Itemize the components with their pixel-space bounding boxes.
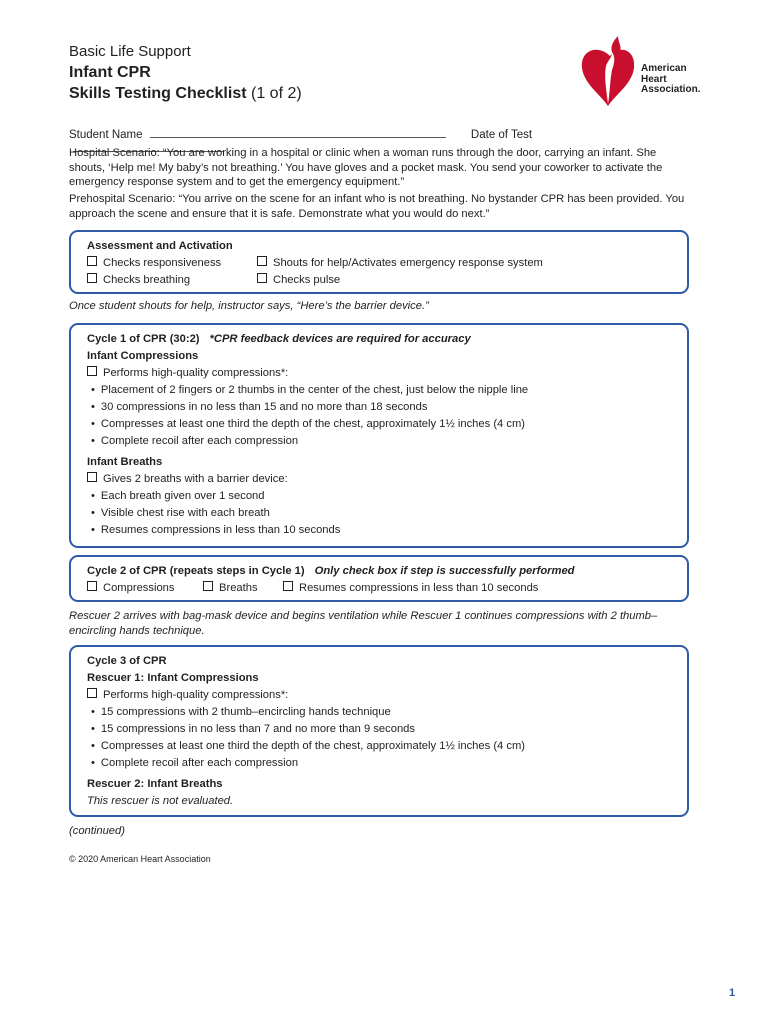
cycle3-r2-note: This rescuer is not evaluated. bbox=[87, 795, 234, 807]
aha-logo-text bbox=[641, 64, 700, 96]
cycle1-compressions-heading: Infant Compressions bbox=[87, 350, 199, 362]
check-item: Performs high-quality compressions*: bbox=[103, 367, 289, 379]
student-name-line[interactable] bbox=[150, 127, 446, 138]
continued-label: (continued) bbox=[69, 825, 125, 837]
list-item: • Complete recoil after each compression bbox=[87, 755, 525, 772]
list-item: • Each breath given over 1 second bbox=[87, 488, 528, 505]
checkbox[interactable] bbox=[87, 581, 97, 591]
page-title: Infant CPR bbox=[69, 64, 151, 81]
checkbox[interactable] bbox=[203, 581, 213, 591]
assessment-heading: Assessment and Activation bbox=[87, 240, 233, 252]
cycle2-content bbox=[87, 563, 575, 597]
check-item: Compressions bbox=[103, 582, 175, 594]
hospital-scenario: Hospital Scenario: “You are working in a hospital or clinic when a woman runs through the door, carrying an infant. She shouts, ‘Help me! My baby’s not breathing.’ You have gloves and a pocket mask. You send your coworker to activate the emergency response system and to get the emergency equipment.” bbox=[69, 147, 663, 188]
checkbox[interactable] bbox=[87, 472, 97, 482]
logo-line-3: Association. bbox=[641, 84, 701, 95]
cycle3-r2-heading: Rescuer 2: Infant Breaths bbox=[87, 778, 223, 790]
list-item: • 30 compressions in no less than 15 and no more than 18 seconds bbox=[87, 399, 528, 416]
check-item: Checks responsiveness bbox=[103, 257, 222, 269]
cycle1-box bbox=[69, 323, 689, 548]
checkbox[interactable] bbox=[87, 688, 97, 698]
check-item: Shouts for help/Activates emergency response system bbox=[273, 257, 543, 269]
cycle3-r1-heading: Rescuer 1: Infant Compressions bbox=[87, 672, 259, 684]
rescuer2-note: Rescuer 2 arrives with bag-mask device and begins ventilation while Rescuer 1 continues compressions with 2 thumb–encircling hands technique. bbox=[69, 610, 658, 637]
cycle3-box bbox=[69, 645, 689, 817]
assessment-row-1 bbox=[87, 255, 543, 272]
student-name-label: Student Name bbox=[69, 129, 143, 141]
date-of-test-label: Date of Test bbox=[470, 129, 533, 141]
logo-line-1: American bbox=[641, 63, 687, 74]
assessment-box bbox=[69, 230, 689, 294]
cycle2-heading: Cycle 2 of CPR (repeats steps in Cycle 1) bbox=[87, 565, 305, 577]
subtitle-suffix: (1 of 2) bbox=[246, 85, 302, 102]
checkbox[interactable] bbox=[87, 273, 97, 283]
list-item: • Compresses at least one third the depth of the chest, approximately 1½ inches (4 cm) bbox=[87, 416, 528, 433]
list-item: • Resumes compressions in less than 10 seconds bbox=[87, 522, 528, 539]
assessment-row-2 bbox=[87, 272, 543, 289]
cycle3-content bbox=[87, 653, 525, 810]
cycle3-heading: Cycle 3 of CPR bbox=[87, 655, 167, 667]
check-item: Resumes compressions in less than 10 seconds bbox=[299, 582, 539, 594]
checkbox[interactable] bbox=[87, 366, 97, 376]
prehospital-scenario: Prehospital Scenario: “You arrive on the scene for an infant who is not breathing. No bystander CPR has been provided. You approach the scene and ensure that it is safe. Demonstrate what you would do next.” bbox=[69, 193, 685, 220]
copyright: © 2020 American Heart Association bbox=[69, 854, 211, 864]
checkbox[interactable] bbox=[257, 256, 267, 266]
assessment-content bbox=[87, 238, 543, 289]
checkbox[interactable] bbox=[257, 273, 267, 283]
check-item: Performs high-quality compressions*: bbox=[103, 689, 289, 701]
instructor-note: Once student shouts for help, instructor says, “Here’s the barrier device.” bbox=[69, 300, 429, 312]
cycle1-content bbox=[87, 331, 528, 539]
checkbox[interactable] bbox=[283, 581, 293, 591]
cycle1-heading: Cycle 1 of CPR (30:2) bbox=[87, 333, 200, 345]
cycle1-heading-note: *CPR feedback devices are required for accuracy bbox=[209, 333, 471, 345]
list-item: • 15 compressions in no less than 7 and no more than 9 seconds bbox=[87, 721, 525, 738]
cycle1-breaths-heading: Infant Breaths bbox=[87, 456, 163, 468]
list-item: • 15 compressions with 2 thumb–encircling hands technique bbox=[87, 704, 525, 721]
logo-line-2: Heart bbox=[641, 73, 667, 85]
check-item: Checks breathing bbox=[103, 274, 191, 286]
page-number: 1 bbox=[729, 987, 736, 999]
check-item: Checks pulse bbox=[273, 274, 341, 286]
checkbox[interactable] bbox=[87, 256, 97, 266]
list-item: • Complete recoil after each compression bbox=[87, 433, 528, 450]
cycle2-box bbox=[69, 555, 689, 602]
list-item: • Placement of 2 fingers or 2 thumbs in the center of the chest, just below the nipple line bbox=[87, 382, 528, 399]
page-subtitle bbox=[69, 85, 302, 103]
list-item: • Visible chest rise with each breath bbox=[87, 505, 528, 522]
check-item: Breaths bbox=[219, 582, 258, 594]
cycle2-heading-note: Only check box if step is successfully performed bbox=[314, 565, 575, 577]
check-item: Gives 2 breaths with a barrier device: bbox=[103, 473, 288, 485]
subtitle-bold: Skills Testing Checklist bbox=[69, 85, 247, 102]
list-item: • Compresses at least one third the depth of the chest, approximately 1½ inches (4 cm) bbox=[87, 738, 525, 755]
series-label: Basic Life Support bbox=[69, 43, 191, 60]
